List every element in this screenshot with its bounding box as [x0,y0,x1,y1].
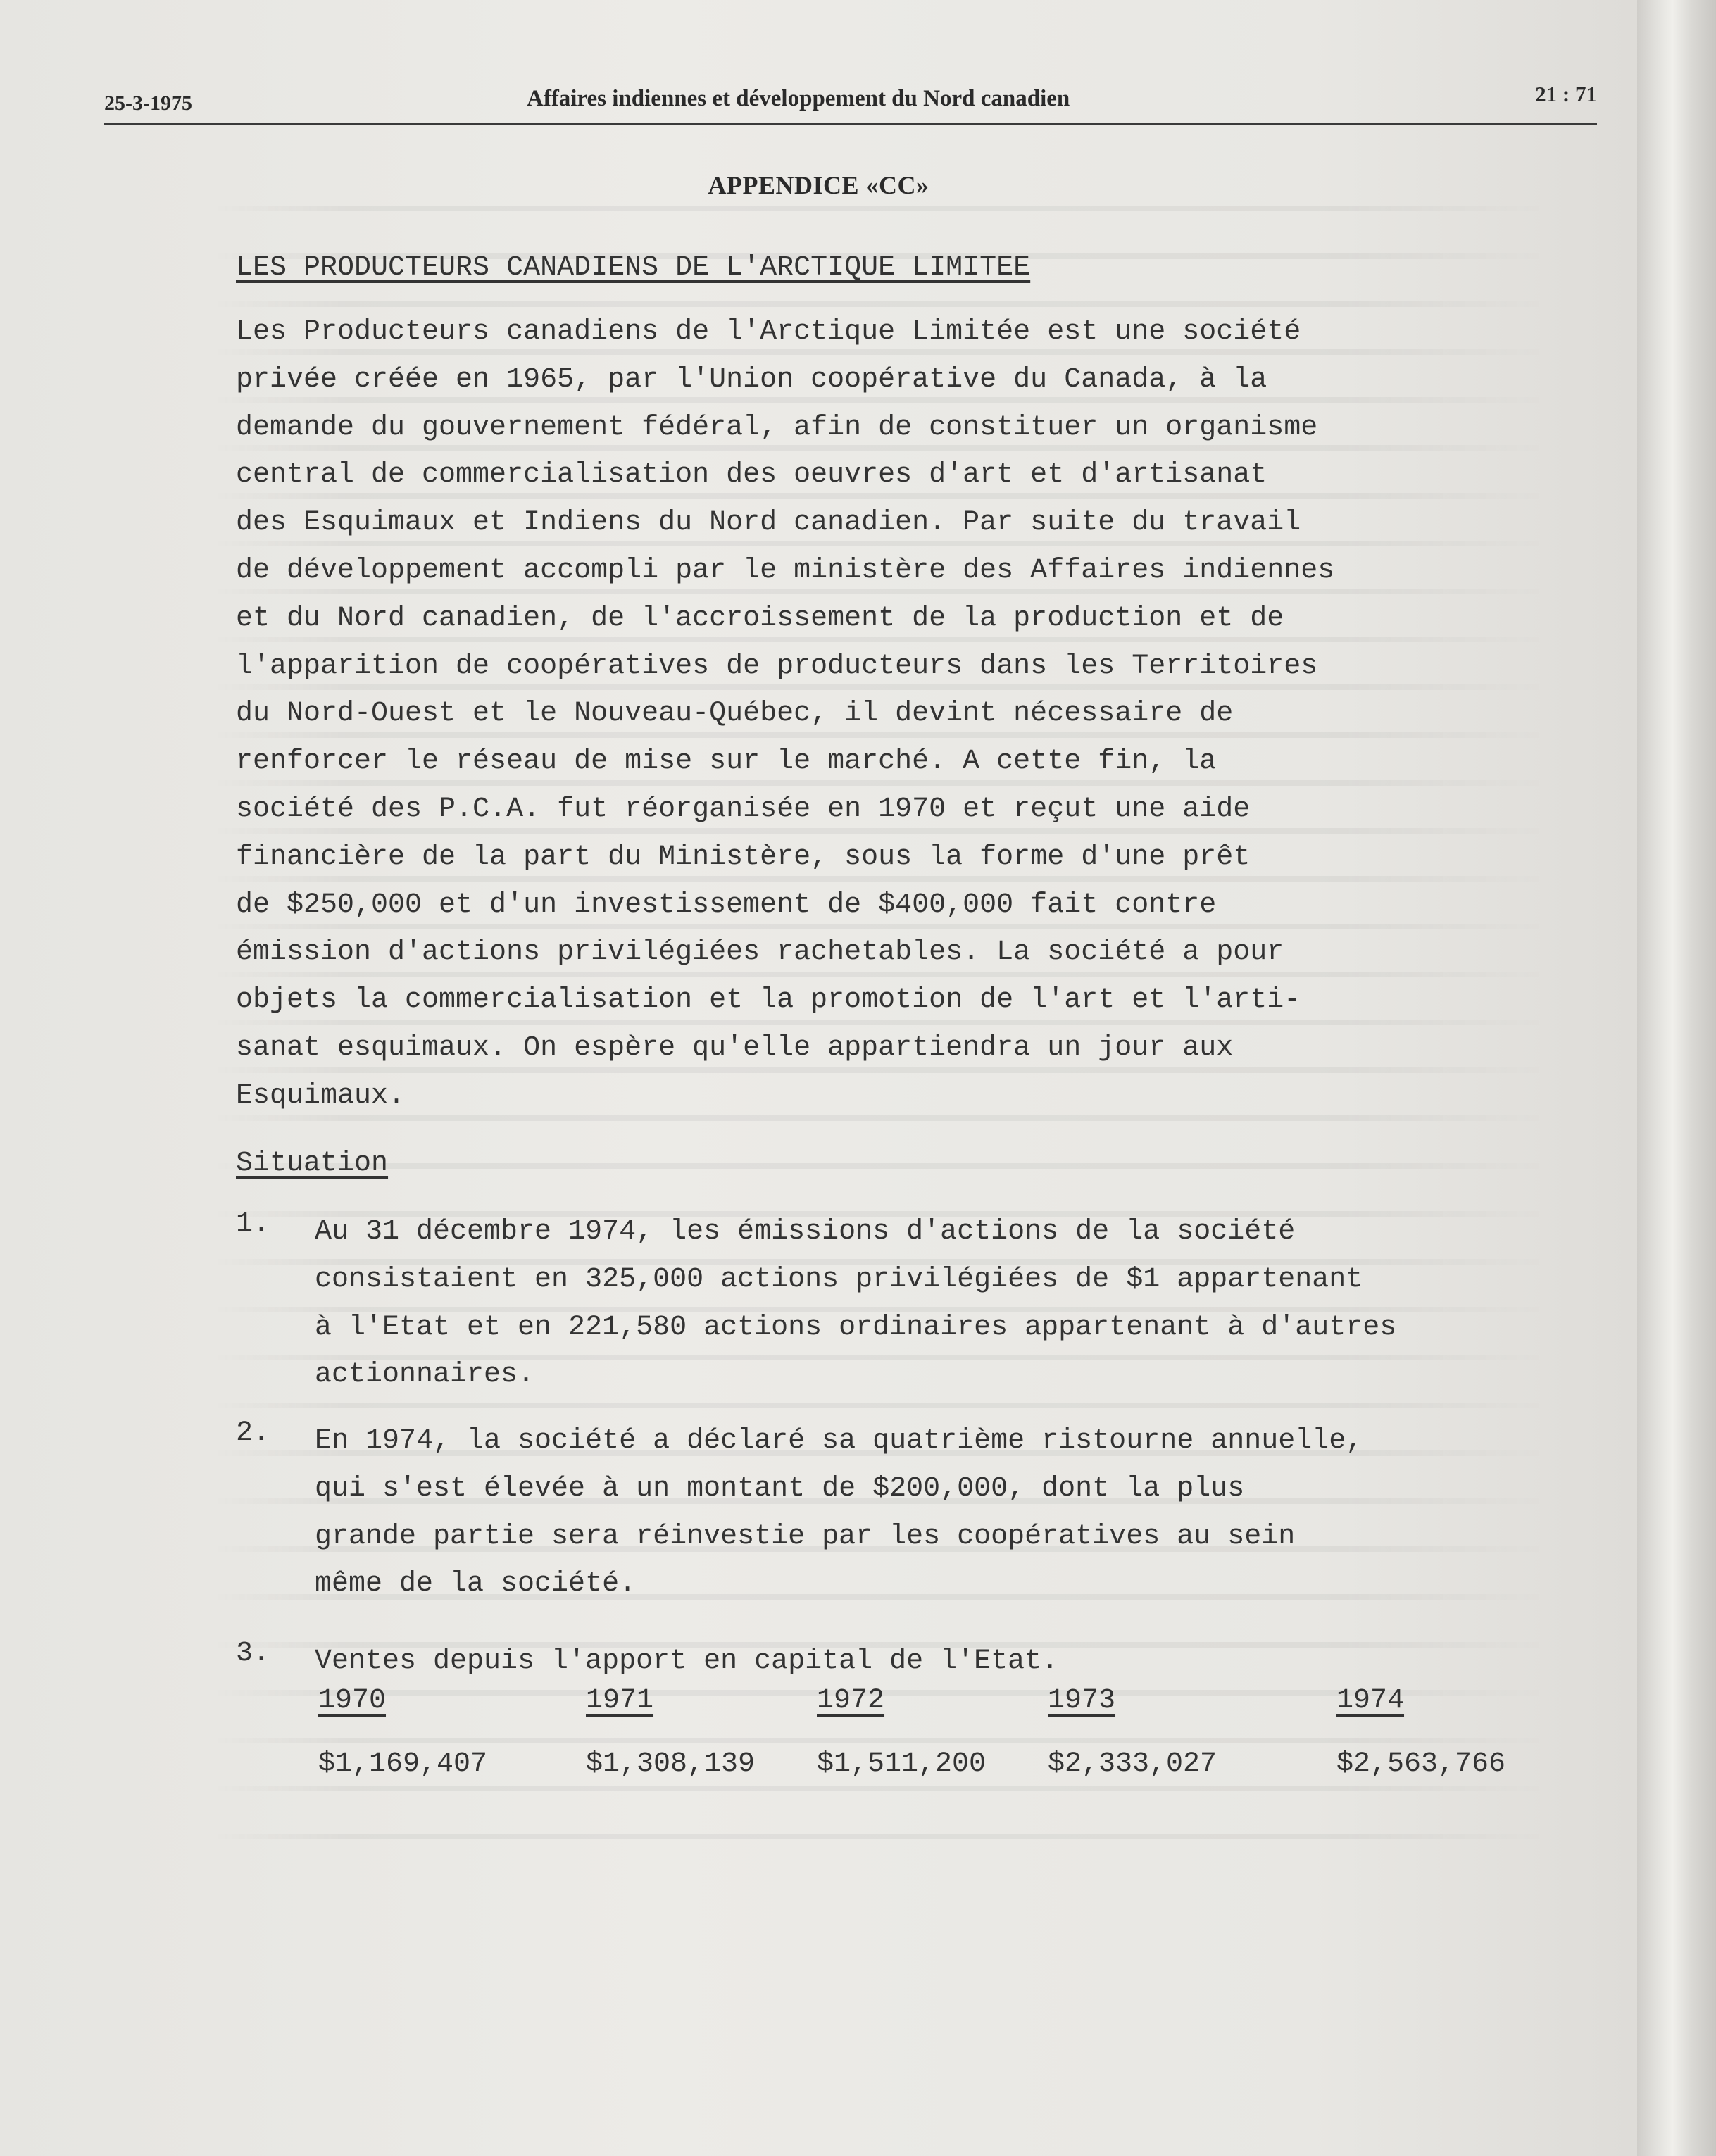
page-header [104,76,1597,125]
list-item-number: 2. [236,1417,270,1449]
paragraph-line: société des P.C.A. fut réorganisée en 1970 et reçut une aide [236,793,1251,825]
list-item-line: consistaient en 325,000 actions privilégiées de $1 appartenant [315,1263,1363,1296]
appendix-title: APPENDICE «CC» [708,171,929,199]
paragraph-line: central de commercialisation des oeuvres d'art et d'artisanat [236,459,1267,491]
list-item-line: En 1974, la société a déclaré sa quatrième ristourne annuelle, [315,1425,1363,1457]
paragraph-line: objets la commercialisation et la promotion de l'art et l'arti- [236,984,1301,1017]
list-item-number: 1. [236,1208,270,1240]
paragraph-line: Les Producteurs canadiens de l'Arctique Limitée est une société [236,316,1301,348]
page-edge [1637,0,1716,2156]
list-item-text [315,1417,1363,1608]
list-item-line: à l'Etat et en 221,580 actions ordinaires appartenant à d'autres [315,1311,1397,1343]
section-heading: LES PRODUCTEURS CANADIENS DE L'ARCTIQUE LIMITEE [236,252,1031,284]
year-header: 1971 [586,1685,654,1717]
list-item-text [315,1208,1396,1399]
list-item-line: Ventes depuis l'apport en capital de l'Etat. [315,1646,1059,1677]
paragraph-line: demande du gouvernement fédéral, afin de constituer un organisme [236,411,1318,444]
list-item-line: Au 31 décembre 1974, les émissions d'actions de la société [315,1216,1296,1248]
sales-value: $1,511,200 [817,1748,987,1780]
list-item-line: grande partie sera réinvestie par les coopératives au sein [315,1520,1296,1553]
sales-value: $2,333,027 [1048,1748,1217,1780]
header-page-number: 21 : 71 [1535,82,1597,106]
paragraph-line: financière de la part du Ministère, sous la forme d'une prêt [236,841,1251,873]
list-item-number: 3. [236,1638,270,1669]
year-header: 1974 [1336,1685,1405,1717]
situation-heading: Situation [236,1148,389,1179]
header-date: 25-3-1975 [104,92,192,115]
paragraph-line: de $250,000 et d'un investissement de $400,000 fait contre [236,889,1217,921]
list-item-line: actionnaires. [315,1359,535,1391]
sales-value: $1,169,407 [318,1748,488,1780]
year-header: 1973 [1048,1685,1116,1717]
header-title: Affaires indiennes et développement du Nord canadien [527,86,1070,111]
paragraph-line: des Esquimaux et Indiens du Nord canadien. Par suite du travail [236,507,1301,539]
intro-paragraph [236,308,1574,1120]
sales-value: $2,563,766 [1336,1748,1506,1780]
list-item-line: qui s'est élevée à un montant de $200,000, dont la plus [315,1472,1245,1505]
sales-value: $1,308,139 [586,1748,756,1780]
list-item-line: même de la société. [315,1568,637,1600]
paragraph-line: l'apparition de coopératives de producteurs dans les Territoires [236,650,1318,682]
year-header: 1972 [817,1685,885,1717]
year-header: 1970 [318,1685,387,1717]
paragraph-line: privée créée en 1965, par l'Union coopérative du Canada, à la [236,363,1267,396]
paragraph-line: émission d'actions privilégiées rachetables. La société a pour [236,936,1284,969]
paragraph-line: Esquimaux. [236,1079,406,1112]
paragraph-line: et du Nord canadien, de l'accroissement de la production et de [236,602,1284,634]
paragraph-line: du Nord-Ouest et le Nouveau-Québec, il devint nécessaire de [236,698,1234,730]
paragraph-line: renforcer le réseau de mise sur le marché. A cette fin, la [236,746,1217,778]
paragraph-line: sanat esquimaux. On espère qu'elle appartiendra un jour aux [236,1032,1234,1064]
list-item-text [315,1638,1058,1686]
paragraph-line: de développement accompli par le ministère des Affaires indiennes [236,554,1335,587]
